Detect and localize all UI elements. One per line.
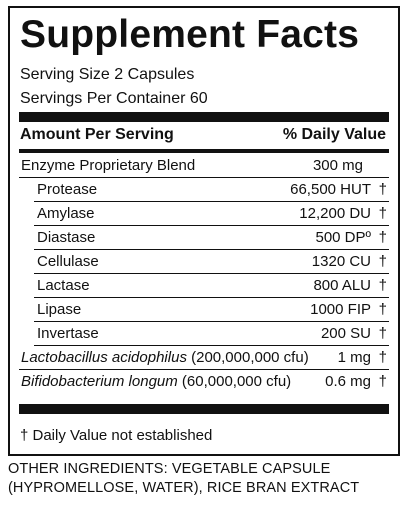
probiotic-row	[19, 370, 389, 394]
nutrient-row	[34, 202, 389, 226]
nutrient-amount: 200 SU	[320, 325, 371, 342]
divider-medium	[19, 149, 389, 153]
nutrient-name: Protease	[37, 181, 98, 198]
nutrient-amount: 1 mg	[337, 349, 371, 366]
dagger-mark: †	[378, 349, 387, 366]
nutrient-amount: 800 ALU	[313, 277, 371, 294]
nutrient-amount: 500 DPº	[315, 229, 371, 246]
species-name: Lactobacillus acidophilus	[21, 349, 187, 366]
nutrient-row-blend	[19, 154, 389, 178]
dagger-mark: †	[378, 253, 387, 270]
nutrient-name: Lipase	[37, 301, 82, 318]
nutrient-name: Lactase	[37, 277, 90, 294]
daily-value-footnote: † Daily Value not established	[20, 427, 213, 444]
nutrient-name	[21, 346, 309, 370]
dagger-mark: †	[378, 277, 387, 294]
panel-title: Supplement Facts	[20, 13, 360, 56]
nutrient-name: Diastase	[37, 229, 96, 246]
nutrient-amount: 1000 FIP	[310, 301, 371, 318]
daily-value-header: % Daily Value	[282, 126, 386, 143]
nutrient-name: Enzyme Proprietary Blend	[21, 157, 196, 174]
divider-thick-top	[19, 112, 389, 122]
divider-thick-bottom	[19, 404, 389, 414]
nutrient-name: Invertase	[37, 325, 99, 342]
servings-per-container: Servings Per Container 60	[20, 90, 208, 107]
column-header	[20, 122, 386, 148]
nutrient-row	[34, 322, 389, 346]
supplement-facts-panel	[8, 6, 400, 456]
nutrient-row	[34, 274, 389, 298]
nutrient-amount: 1320 CU	[311, 253, 371, 270]
nutrient-name: Cellulase	[37, 253, 99, 270]
nutrient-row	[34, 178, 389, 202]
nutrient-amount: 300 mg	[312, 157, 363, 174]
serving-size: Serving Size 2 Capsules	[20, 66, 195, 83]
nutrient-amount: 66,500 HUT	[290, 181, 371, 198]
dagger-mark: †	[378, 373, 387, 390]
nutrient-row	[34, 298, 389, 322]
cfu-count: (60,000,000 cfu)	[177, 373, 292, 390]
species-name: Bifidobacterium longum	[21, 373, 178, 390]
dagger-mark: †	[378, 205, 387, 222]
other-ingredients	[8, 460, 406, 498]
probiotic-row	[19, 346, 389, 370]
nutrient-row	[34, 226, 389, 250]
nutrient-row	[34, 250, 389, 274]
nutrient-amount: 12,200 DU	[299, 205, 371, 222]
nutrient-name	[21, 370, 291, 394]
other-ingredients-line: (HYPROMELLOSE, WATER), RICE BRAN EXTRACT	[8, 480, 360, 496]
dagger-mark: †	[378, 229, 387, 246]
dagger-mark: †	[378, 181, 387, 198]
dagger-mark: †	[378, 325, 387, 342]
dagger-mark: †	[378, 301, 387, 318]
nutrient-amount: 0.6 mg	[325, 373, 371, 390]
cfu-count: (200,000,000 cfu)	[186, 349, 309, 366]
nutrient-name: Amylase	[37, 205, 95, 222]
other-ingredients-line: OTHER INGREDIENTS: VEGETABLE CAPSULE	[8, 461, 331, 477]
amount-per-serving-header: Amount Per Serving	[20, 126, 174, 143]
